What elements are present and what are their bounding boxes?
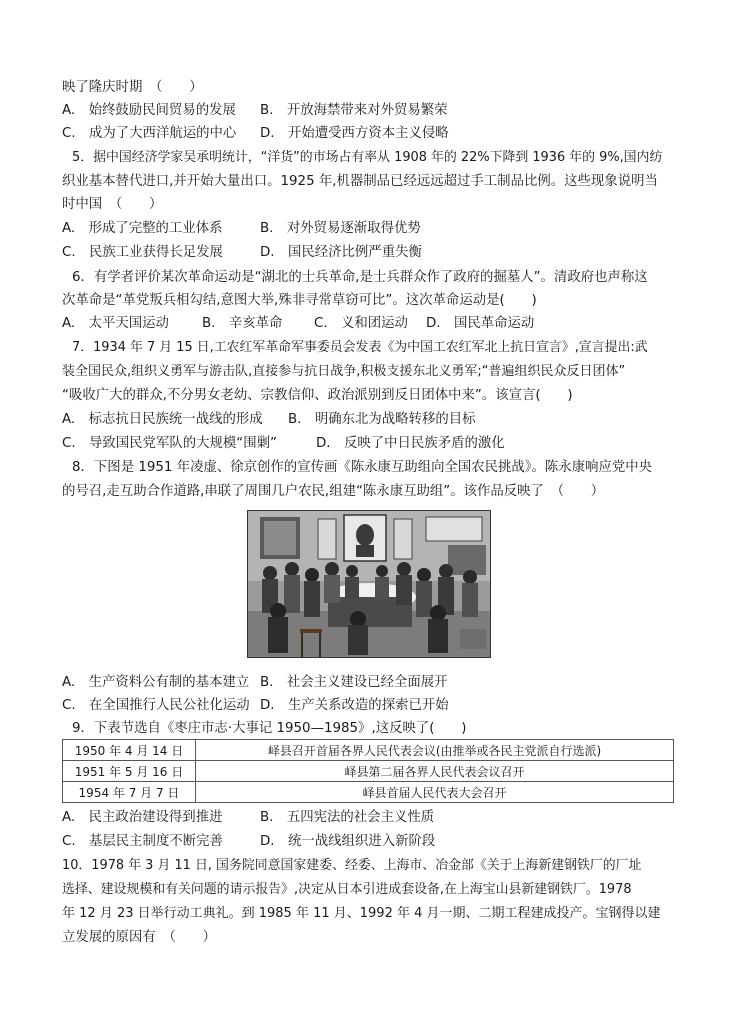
q7-stem-line: 7．1934 年 7 月 15 日,工农红军革命军事委员会发表《为中国工农红军北上抗日宣言》,宣言提出:武: [72, 340, 648, 355]
q6-option-d[interactable]: D. 国民革命运动: [426, 316, 535, 331]
q4-option-d[interactable]: D. 开始遭受西方资本主义侵略: [260, 126, 449, 141]
q6-stem-line: 次革命是“革党叛兵相勾结,意图大举,殊非寻常草窃可比”。这次革命运动是( ): [62, 293, 537, 308]
q7-option-c[interactable]: C. 导致国民党军队的大规模“围剿”: [62, 436, 277, 451]
q8-option-d[interactable]: D. 生产关系改造的探索已开始: [260, 698, 449, 713]
table-cell-date: 1950 年 4 月 14 日: [63, 740, 196, 761]
q5-option-c[interactable]: C. 民族工业获得长足发展: [62, 245, 223, 260]
q10-stem-line: 年 12 月 23 日举行动工典礼。到 1985 年 11 月、1992 年 4 月一期、二期工程建成投产。宝钢得以建: [62, 906, 661, 921]
poster-illustration: [248, 511, 491, 658]
q7-stem-line: “吸收广大的群众,不分男女老幼、宗教信仰、政治派别到反日团体中来”。该宣言( ): [62, 388, 573, 403]
q5-option-b[interactable]: B. 对外贸易逐渐取得优势: [260, 221, 421, 236]
q4-option-c[interactable]: C. 成为了大西洋航运的中心: [62, 126, 237, 141]
q4-option-a[interactable]: A. 始终鼓励民间贸易的发展: [62, 103, 236, 118]
q5-option-a[interactable]: A. 形成了完整的工业体系: [62, 221, 223, 236]
q8-option-b[interactable]: B. 社会主义建设已经全面展开: [260, 675, 448, 690]
q7-option-d[interactable]: D. 反映了中日民族矛盾的激化: [316, 436, 505, 451]
table-cell-event: 峄县首届人民代表大会召开: [196, 782, 674, 803]
table-row: [63, 740, 674, 761]
q4-stem-tail: 映了隆庆时期 （ ）: [62, 80, 203, 95]
table-cell-event: 峄县第二届各界人民代表会议召开: [196, 761, 674, 782]
q10-stem-line: 立发展的原因有 （ ）: [62, 930, 216, 945]
q9-option-a[interactable]: A. 民主政治建设得到推进: [62, 810, 223, 825]
table-row: [63, 782, 674, 803]
q7-stem-line: 装全国民众,组织义勇军与游击队,直接参与抗日战争,积极支援东北义勇军;“普遍组织民众反日团体”: [62, 364, 626, 379]
q9-option-d[interactable]: D. 统一战线组织进入新阶段: [260, 834, 436, 849]
q5-option-d[interactable]: D. 国民经济比例严重失衡: [260, 245, 422, 260]
q8-option-c[interactable]: C. 在全国推行人民公社化运动: [62, 698, 250, 713]
q10-stem-line: 10．1978 年 3 月 11 日, 国务院同意国家建委、经委、上海市、冶金部《关于上海新建钢铁厂的厂址: [62, 858, 642, 873]
q8-stem-line: 8．下图是 1951 年凌虚、徐京创作的宣传画《陈永康互助组向全国农民挑战》。陈永康响应党中央: [72, 460, 653, 475]
q6-stem-line: 6．有学者评价某次革命运动是“湖北的士兵革命,是士兵群众作了政府的掘墓人”。清政府也声称这: [72, 270, 648, 285]
chronicle-table: [62, 739, 674, 803]
table-cell-date: 1951 年 5 月 16 日: [63, 761, 196, 782]
table-row: [63, 761, 674, 782]
q8-stem-line: 的号召,走互助合作道路,串联了周围几户农民,组建“陈永康互助组”。该作品反映了 （ ）: [62, 484, 605, 499]
table-cell-date: 1954 年 7 月 7 日: [63, 782, 196, 803]
q5-stem-line: 5．据中国经济学家吴承明统计，“洋货”的市场占有率从 1908 年的 22%下降到 1936 年的 9%,国内纺: [72, 150, 663, 165]
q9-option-c[interactable]: C. 基层民主制度不断完善: [62, 834, 223, 849]
q9-option-b[interactable]: B. 五四宪法的社会主义性质: [260, 810, 435, 825]
q5-stem-line: 时中国 （ ）: [62, 197, 163, 212]
q8-option-a[interactable]: A. 生产资料公有制的基本建立: [62, 675, 250, 690]
q5-stem-line: 织业基本替代进口,并开始大量出口。1925 年,机器制品已经远远超过手工制品比例。这些现象说明当: [62, 174, 658, 189]
q6-option-b[interactable]: B. 辛亥革命: [202, 316, 283, 331]
table-cell-event: 峄县召开首届各界人民代表会议(由推举或各民主党派自行选派): [196, 740, 674, 761]
q6-option-c[interactable]: C. 义和团运动: [314, 316, 408, 331]
q9-stem-line: 9．下表节选自《枣庄市志·大事记 1950—1985》,这反映了( ): [72, 721, 467, 736]
q10-stem-line: 选择、建设规模和有关问题的请示报告》,决定从日本引进成套设备,在上海宝山县新建钢铁厂。1978: [62, 882, 632, 897]
q7-option-a[interactable]: A. 标志抗日民族统一战线的形成: [62, 412, 263, 427]
q7-option-b[interactable]: B. 明确东北为战略转移的目标: [288, 412, 476, 427]
q4-option-b[interactable]: B. 开放海禁带来对外贸易繁荣: [260, 103, 448, 118]
propaganda-poster-image: [247, 510, 491, 658]
q6-option-a[interactable]: A. 太平天国运动: [62, 316, 169, 331]
